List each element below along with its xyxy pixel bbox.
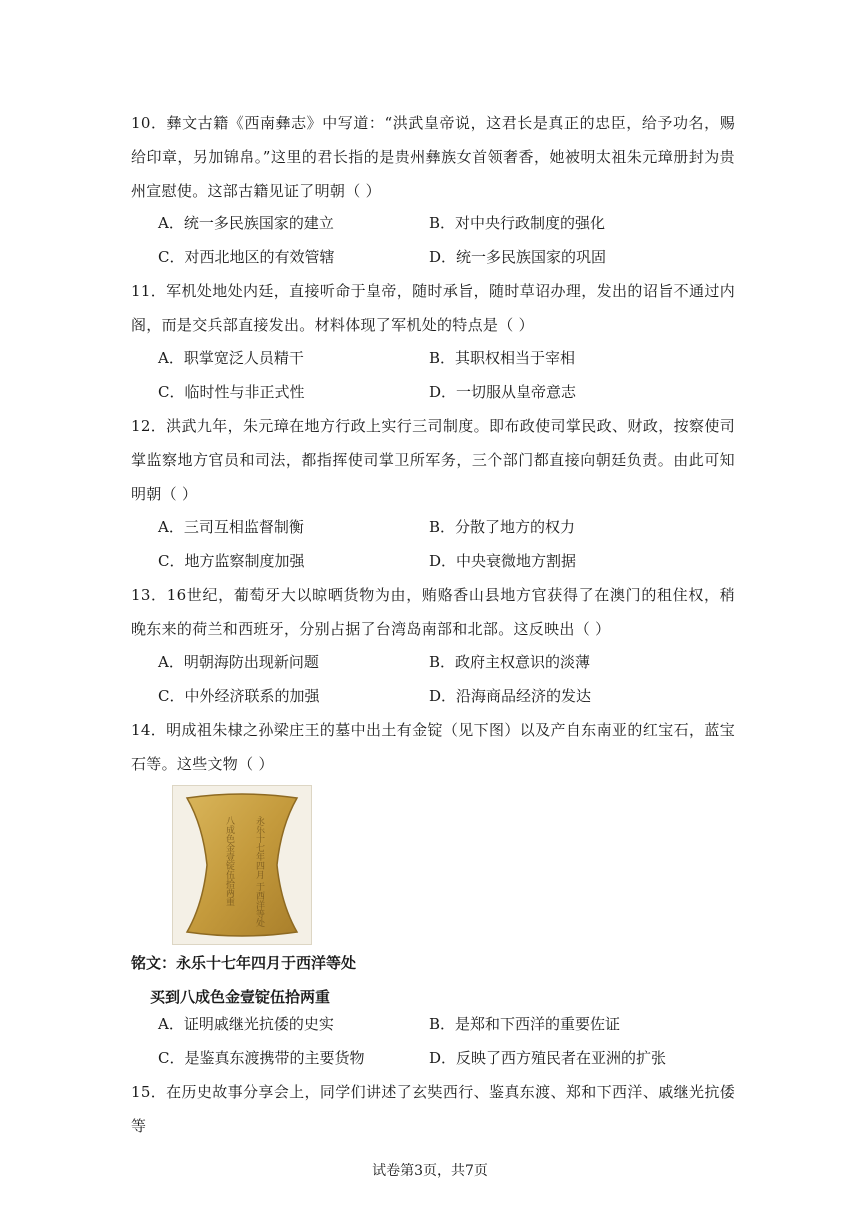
question-15: 15．在历史故事分享会上，同学们讲述了玄奘西行、鉴真东渡、郑和下西洋、戚继光抗倭等 (131, 1083, 735, 1135)
option-a[interactable]: A．明朝海防出现新问题 (158, 653, 319, 671)
question-14-options (158, 1007, 738, 1075)
option-b[interactable]: B．分散了地方的权力 (429, 518, 576, 536)
question-13-options (158, 645, 738, 713)
option-a[interactable]: A．证明戚继光抗倭的史实 (158, 1015, 334, 1033)
question-12: 12．洪武九年，朱元璋在地方行政上实行三司制度。即布政使司掌民政、财政，按察使司掌监察地方官员和司法，都指挥使司掌卫所军务，三个部门都直接向朝廷负责。由此可知明朝（ ） (131, 417, 735, 503)
question-10-options (158, 206, 738, 274)
question-10: 10．彝文古籍《西南彝志》中写道：“洪武皇帝说，这君长是真正的忠臣，给予功名，赐给印章，另加锦帛。”这里的君长指的是贵州彝族女首领奢香，她被明太祖朱元璋册封为贵州宣慰使。这部古籍见证了明朝（ ） (131, 114, 735, 200)
option-d[interactable]: D．反映了西方殖民者在亚洲的扩张 (429, 1049, 667, 1067)
question-12-options (158, 510, 738, 578)
option-b[interactable]: B．是郑和下西洋的重要佐证 (429, 1015, 621, 1033)
option-d[interactable]: D．中央衰微地方割据 (429, 552, 577, 570)
option-c[interactable]: C．地方监察制度加强 (158, 552, 305, 570)
option-b[interactable]: B．对中央行政制度的强化 (429, 214, 606, 232)
option-c[interactable]: C．对西北地区的有效管辖 (158, 248, 335, 266)
option-c[interactable]: C．临时性与非正式性 (158, 383, 305, 401)
option-d[interactable]: D．统一多民族国家的巩固 (429, 248, 607, 266)
figure-caption-line1: 铭文：永乐十七年四月于西洋等处 (131, 954, 357, 972)
option-a[interactable]: A．统一多民族国家的建立 (158, 214, 334, 232)
figure-caption-line2: 买到八成色金壹锭伍拾两重 (150, 988, 331, 1006)
option-d[interactable]: D．一切服从皇帝意志 (429, 383, 577, 401)
page-footer: 试卷第3页，共7页 (372, 1163, 488, 1179)
question-11-options (158, 341, 738, 409)
ingot-inscription-left: 八成色金壹锭伍拾两重 (224, 816, 234, 906)
option-c[interactable]: C．是鉴真东渡携带的主要货物 (158, 1049, 365, 1067)
option-b[interactable]: B．其职权相当于宰相 (429, 349, 576, 367)
ingot-inscription-right: 永乐十七年四月 于西洋等处 (254, 816, 264, 927)
option-c[interactable]: C．中外经济联系的加强 (158, 687, 320, 705)
option-a[interactable]: A．职掌宽泛人员精干 (158, 349, 304, 367)
question-14: 14．明成祖朱棣之孙梁庄王的墓中出土有金锭（见下图）以及产自东南亚的红宝石，蓝宝石等。这些文物（ ） (131, 721, 735, 773)
option-a[interactable]: A．三司互相监督制衡 (158, 518, 304, 536)
gold-ingot-icon (173, 786, 311, 944)
option-b[interactable]: B．政府主权意识的淡薄 (429, 653, 591, 671)
gold-ingot-image (172, 785, 312, 945)
option-d[interactable]: D．沿海商品经济的发达 (429, 687, 592, 705)
question-13: 13．16世纪，葡萄牙大以晾晒货物为由，贿赂香山县地方官获得了在澳门的租住权，稍晚东来的荷兰和西班牙，分别占据了台湾岛南部和北部。这反映出（ ） (131, 586, 735, 638)
question-11: 11．军机处地处内廷，直接听命于皇帝，随时承旨，随时草诏办理，发出的诏旨不通过内阁，而是交兵部直接发出。材料体现了军机处的特点是（ ） (131, 282, 735, 334)
